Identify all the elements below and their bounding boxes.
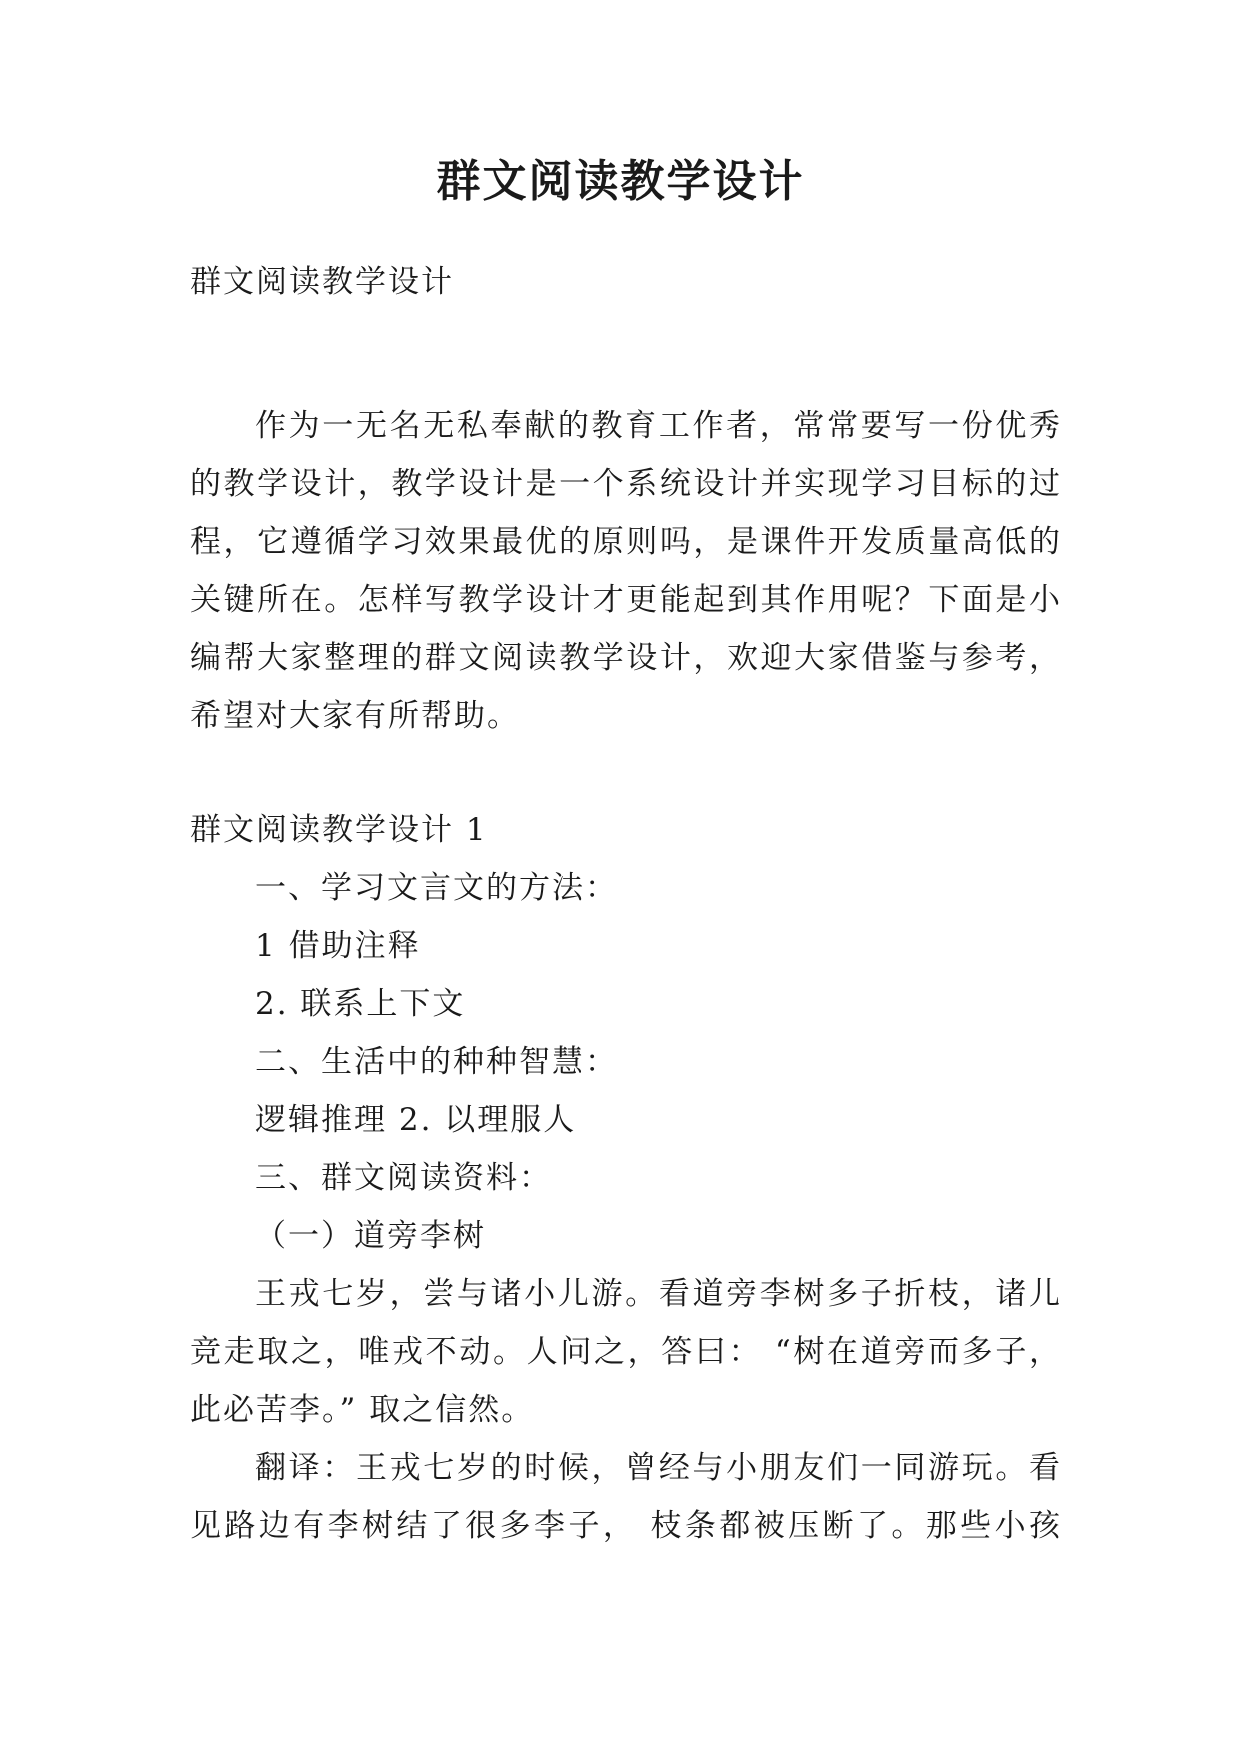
story-line: 竞走取之，唯戎不动。人问之，答曰： “树在道旁而多子，: [190, 1334, 1060, 1370]
intro-line: 程，它遵循学习效果最优的原则吗，是课件开发质量高低的: [190, 524, 1060, 560]
intro-line: 关键所在。怎样写教学设计才更能起到其作用呢？下面是小: [190, 582, 1060, 618]
intro-line: 作为一无名无私奉献的教育工作者，常常要写一份优秀: [255, 408, 1060, 444]
document-title: 群文阅读教学设计: [436, 156, 805, 207]
intro-line: 编帮大家整理的群文阅读教学设计，欢迎大家借鉴与参考，: [190, 640, 1060, 676]
translation-line: 翻译：王戎七岁的时候，曾经与小朋友们一同游玩。看: [255, 1450, 1060, 1486]
story-line: 王戎七岁，尝与诸小儿游。看道旁李树多子折枝，诸儿: [255, 1276, 1060, 1312]
intro-line: 的教学设计，教学设计是一个系统设计并实现学习目标的过: [190, 466, 1060, 502]
translation-line: 见路边有李树结了很多李子， 枝条都被压断了。那些小孩: [190, 1508, 1060, 1544]
document-page: 群文阅读教学设计 群文阅读教学设计 作为一无名无私奉献的教育工作者，常常要写一份优秀 的教学设计，教学设计是一个系统设计并实现学习目标的过 程，它遵循学习效果最优的原则吗，是课件开发质量高低的 关键所在。怎样写教学设计才更能起到其作用呢？下面是小 编帮大家整理的群文阅读教学设计，欢迎大家借鉴与参考， 希望对大家有所帮助。 群文阅读教学设计 1 一、学习文言文的方法： 1 借助注释 2. 联系上下文 二、生活中的种种智慧： 逻辑推理 2. 以理服人 三、群文阅读资料： （一）道旁李树 王戎七岁，尝与诸小儿游。看道旁李树多子折枝，诸儿 竞走取之，唯戎不动。人问之，答曰： “树在道旁而多子， 此必苦李。” 取之信然。 翻译：王戎七岁的时候，曾经与小朋友们一同游玩。看 见路边有李树结了很多李子， 枝条都被压断了。那些小孩: [0, 0, 1241, 1754]
